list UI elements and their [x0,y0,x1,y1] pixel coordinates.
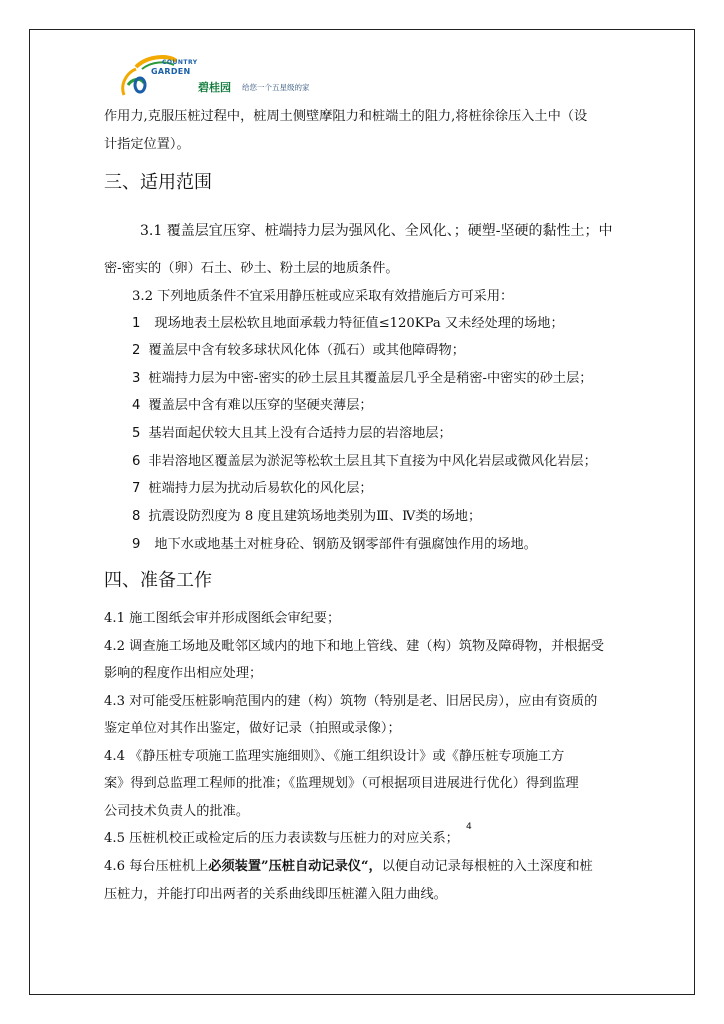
list-item [132,315,564,333]
para-3-1-line-2: 密-密实的（卵）石土、砂土、粉土层的地质条件。 [104,261,399,276]
para-3-1-line-1: 3.1 覆盖层宜压穿、桩端持力层为强风化、全风化、；硬塑-坚硬的黏性土；中 [140,223,613,239]
list-item-text: 桩端持力层为扰动后易软化的风化层； [148,481,373,496]
list-item-text: 现场地表土层松软且地面承载力特征值≤120KPa 又未经处理的场地； [154,316,564,331]
para-4-6-line-1 [104,858,593,876]
list-item-number: 2 [132,343,141,358]
list-item-text: 基岩面起伏较大且其上没有合适持力层的岩溶地层； [148,426,452,441]
list-item-text: 地下水或地基土对桩身砼、钢筋及钢零部件有强腐蚀作用的场地。 [154,537,537,552]
list-item-number: 9 [132,537,141,552]
list-item-text: 覆盖层中含有较多球状风化体（孤石）或其他障碍物； [148,343,465,358]
logo-text-garden: GARDEN [151,67,191,76]
list-item [132,508,481,526]
list-item-number: 7 [132,481,141,496]
para-4-3-line-1: 4.3 对可能受压桩影响范围内的建（构）筑物（特别是老、旧居民房），应由有资质的 [104,694,598,709]
page-number: 4 [466,822,472,832]
list-item-text: 覆盖层中含有难以压穿的坚硬夹薄层； [148,398,373,413]
logo-slogan: 给您一个五星级的家 [242,83,310,92]
para-4-2-line-1: 4.2 调查施工场地及毗邻区域内的地下和地上管线、建（构）筑物及障碍物，并根据受 [104,639,604,654]
para-4-6-tail: 以便自动记录每根桩的入土深度和桩 [381,859,593,874]
para-4-4-line-2: 案》得到总监理工程师的批准；《监理规划》（可根据项目进展进行优化）得到监理 [104,776,579,791]
company-logo [118,55,308,99]
para-4-3-line-2: 鉴定单位对其作出鉴定，做好记录（拍照或录像）； [104,721,401,736]
logo-text-country: COUNTRY [162,59,198,66]
intro-line-2: 计指定位置）。 [104,137,190,152]
list-item-text: 非岩溶地区覆盖层为淤泥等松软土层且其下直接为中风化岩层或微风化岩层； [148,454,597,469]
para-4-4-line-3: 公司技术负责人的批准。 [104,804,250,819]
para-4-1: 4.1 施工图纸会审并形成图纸会审纪要； [104,611,341,626]
list-item [132,342,465,360]
para-4-5: 4.5 压桩机校正或检定后的压力表读数与压桩力的对应关系； [104,831,459,846]
list-item [132,397,373,415]
list-item-number: 3 [132,371,141,386]
list-item [132,453,597,471]
list-item-text: 桩端持力层为中密-密实的砂土层且其覆盖层几乎全是稍密-中密实的砂土层； [148,371,593,386]
list-item-text: 抗震设防烈度为 8 度且建筑场地类别为Ⅲ、Ⅳ类的场地； [148,509,482,524]
list-item [132,536,537,554]
section-4-title: 四、准备工作 [104,570,212,591]
list-item [132,425,452,443]
para-4-6-emphasis: 必须装置”压桩自动记录仪“， [208,859,382,874]
list-item [132,480,373,498]
list-item-number: 1 [132,316,141,331]
para-3-2: 3.2 下列地质条件不宜采用静压桩或应采取有效措施后方可采用： [132,289,514,304]
logo-text-cn: 碧桂园 [198,81,231,94]
list-item-number: 4 [132,398,141,413]
para-4-6-line-2: 压桩力，并能打印出两者的关系曲线即压桩灌入阻力曲线。 [104,887,447,902]
list-item [132,370,593,388]
list-item-number: 5 [132,426,141,441]
para-4-6-lead: 4.6 每台压桩机上 [104,859,209,874]
list-item-number: 6 [132,454,141,469]
list-item-number: 8 [132,509,141,524]
para-4-2-line-2: 影响的程度作出相应处理； [104,666,263,681]
intro-line-1: 作用力,克服压桩过程中，桩周土侧壁摩阻力和桩端土的阻力,将桩徐徐压入土中（设 [104,109,588,124]
para-4-4-line-1: 4.4 《静压桩专项施工监理实施细则》、《施工组织设计》或《静压桩专项施工方 [104,749,565,764]
section-3-title: 三、适用范围 [104,172,212,193]
